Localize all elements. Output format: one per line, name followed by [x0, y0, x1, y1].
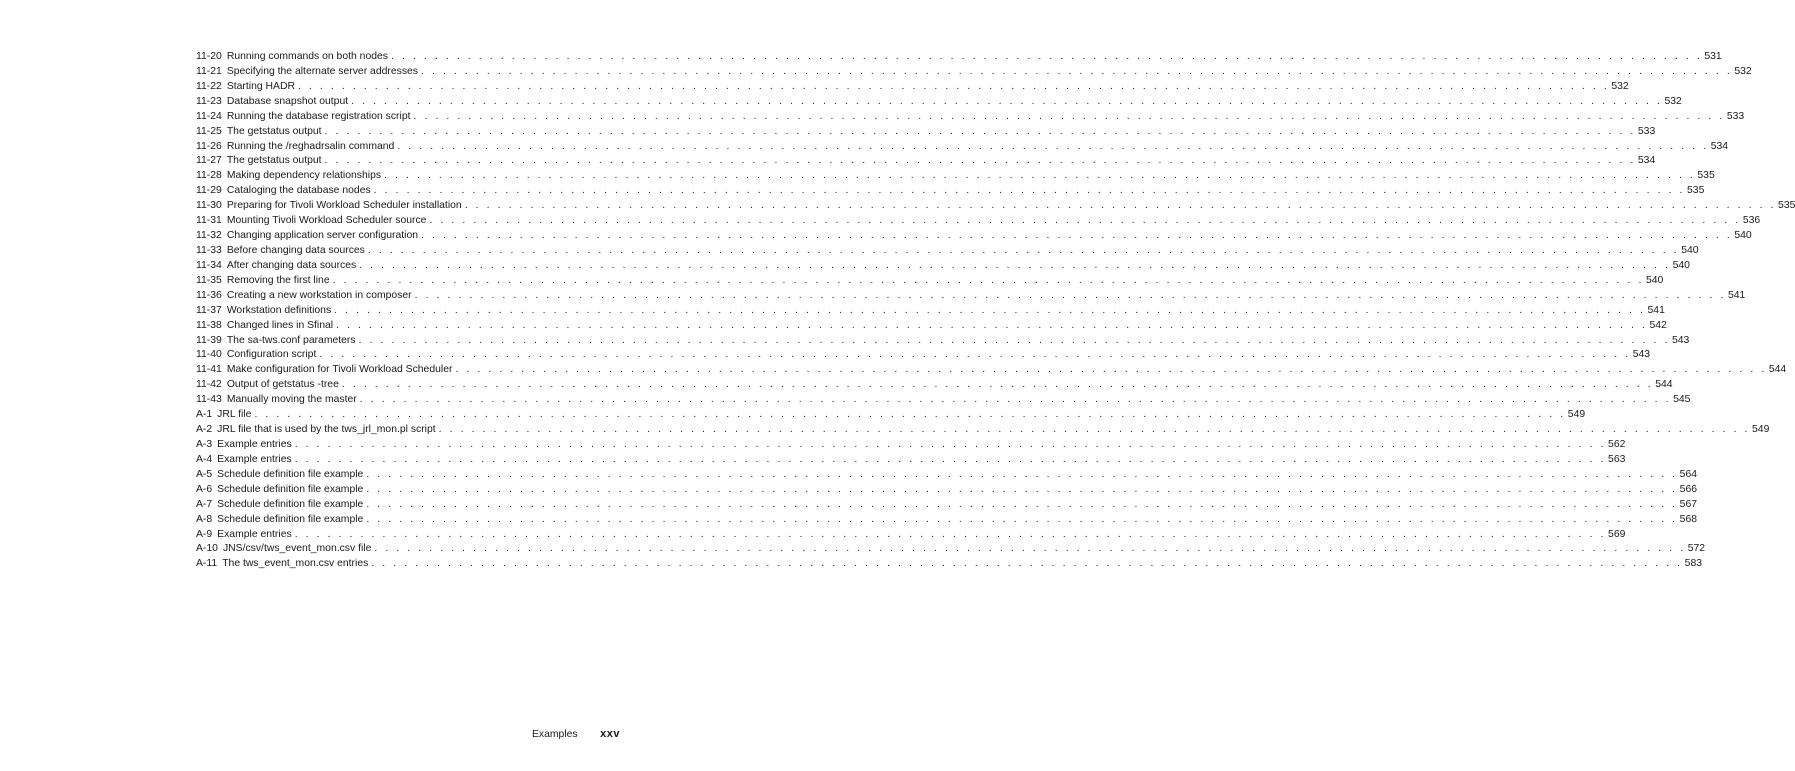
toc-entry-title: Make configuration for Tivoli Workload Scheduler: [226, 364, 453, 376]
toc-entry-page: 533: [1637, 125, 1656, 137]
toc-entry-number: 11-40: [196, 349, 222, 361]
toc-dot-leader: . . . . . . . . . . . . . . . . . . . . . . . . . . . . . . . . . . . . . . . . . . . . . . . . . . . . . . . . . . . . . . . . . . . . . . . . . . . . . . . . . . . . . . . . . . . . . . . . . . . . . . . . . . . . . . . . . . . . . . . .: [397, 140, 1709, 152]
toc-entry-number: A-4: [196, 453, 213, 465]
page-footer: [532, 728, 620, 744]
toc-entry-page: 535: [1778, 200, 1795, 212]
toc-entry[interactable]: [196, 50, 1722, 65]
toc-entry-page: 541: [1647, 304, 1665, 316]
toc-entry-title: The getstatus output: [226, 125, 322, 137]
toc-entry-page: 567: [1679, 498, 1698, 510]
toc-entry-number: 11-33: [196, 244, 222, 256]
toc-entry-number: A-7: [196, 498, 213, 510]
toc-entry[interactable]: [196, 393, 1691, 408]
toc-dot-leader: . . . . . . . . . . . . . . . . . . . . . . . . . . . . . . . . . . . . . . . . . . . . . . . . . . . . . . . . . . . . . . . . . . . . . . . . . . . . . . . . . . . . . . . . . . . . . . . . . . . . . . . . . . . . . . . . . . . . . . . .: [366, 468, 1678, 480]
toc-entry-title: Manually moving the master: [226, 394, 357, 406]
toc-entry-number: A-6: [196, 483, 213, 495]
toc-dot-leader: . . . . . . . . . . . . . . . . . . . . . . . . . . . . . . . . . . . . . . . . . . . . . . . . . . . . . . . . . . . . . . . . . . . . . . . . . . . . . . . . . . . . . . . . . . . . . . . . . . . . . . . . . . . . . . . . . . . . . . . .: [390, 51, 1703, 62]
toc-entry-page: 534: [1710, 140, 1729, 152]
toc-dot-leader: . . . . . . . . . . . . . . . . . . . . . . . . . . . . . . . . . . . . . . . . . . . . . . . . . . . . . . . . . . . . . . . . . . . . . . . . . . . . . . . . . . . . . . . . . . . . . . . . . . . . . . . . . . . . . . . . . . . . . . . .: [374, 543, 1686, 555]
toc-entry-title: Removing the first line: [226, 274, 330, 286]
toc-list: [196, 50, 1795, 572]
toc-entry-page: 566: [1679, 483, 1698, 495]
toc-entry-number: 11-42: [196, 379, 222, 391]
toc-entry-page: 533: [1726, 110, 1745, 122]
toc-dot-leader: . . . . . . . . . . . . . . . . . . . . . . . . . . . . . . . . . . . . . . . . . . . . . . . . . . . . . . . . . . . . . . . . . . . . . . . . . . . . . . . . . . . . . . . . . . . . . . . . . . . . . . . . . . . . . . . . . . . . . . . .: [341, 379, 1654, 391]
toc-dot-leader: . . . . . . . . . . . . . . . . . . . . . . . . . . . . . . . . . . . . . . . . . . . . . . . . . . . . . . . . . . . . . . . . . . . . . . . . . . . . . . . . . . . . . . . . . . . . . . . . . . . . . . . . . . . . . . . . . . . . . . . .: [254, 409, 1566, 421]
toc-entry[interactable]: [196, 304, 1665, 319]
toc-entry-number: 11-21: [196, 65, 222, 77]
toc-entry-page: 535: [1687, 185, 1705, 197]
toc-dot-leader: . . . . . . . . . . . . . . . . . . . . . . . . . . . . . . . . . . . . . . . . . . . . . . . . . . . . . . . . . . . . . . . . . . . . . . . . . . . . . . . . . . . . . . . . . . . . . . . . . . . . . . . . . . . . . . . . . . . . . . . .: [413, 110, 1725, 122]
toc-entry[interactable]: [196, 289, 1746, 304]
toc-entry-title: Schedule definition file example: [217, 468, 364, 480]
toc-entry-title: Example entries: [217, 453, 292, 465]
toc-entry[interactable]: [196, 154, 1656, 169]
toc-entry-number: A-11: [196, 558, 218, 570]
footer-page-number: xxv: [600, 728, 620, 740]
toc-entry[interactable]: [196, 274, 1664, 289]
toc-entry-page: 536: [1742, 215, 1761, 227]
toc-entry-number: 11-22: [196, 80, 222, 92]
toc-entry-title: JNS/csv/tws_event_mon.csv file: [222, 543, 372, 555]
toc-entry-title: Before changing data sources: [226, 244, 365, 256]
toc-entry-page: 562: [1608, 438, 1626, 450]
toc-entry-number: A-8: [196, 513, 213, 525]
toc-dot-leader: . . . . . . . . . . . . . . . . . . . . . . . . . . . . . . . . . . . . . . . . . . . . . . . . . . . . . . . . . . . . . . . . . . . . . . . . . . . . . . . . . . . . . . . . . . . . . . . . . . . . . . . . . . . . . . . . . . . . . . . .: [359, 259, 1671, 271]
toc-entry[interactable]: [196, 319, 1667, 334]
toc-entry[interactable]: [196, 95, 1682, 110]
toc-entry-page: 531: [1704, 51, 1722, 62]
toc-entry[interactable]: [196, 453, 1626, 468]
toc-dot-leader: . . . . . . . . . . . . . . . . . . . . . . . . . . . . . . . . . . . . . . . . . . . . . . . . . . . . . . . . . . . . . . . . . . . . . . . . . . . . . . . . . . . . . . . . . . . . . . . . . . . . . . . . . . . . . . . . . . . . . . . .: [421, 230, 1733, 242]
toc-entry[interactable]: [196, 378, 1673, 393]
toc-entry-number: 11-27: [196, 155, 222, 167]
toc-entry-number: 11-35: [196, 274, 222, 286]
toc-entry-title: The getstatus output: [226, 155, 322, 167]
toc-entry-number: A-10: [196, 543, 218, 555]
toc-entry[interactable]: [196, 259, 1690, 274]
toc-entry-title: Database snapshot output: [226, 95, 349, 107]
toc-entry-page: 549: [1567, 409, 1586, 421]
toc-entry-title: Example entries: [217, 438, 292, 450]
toc-dot-leader: . . . . . . . . . . . . . . . . . . . . . . . . . . . . . . . . . . . . . . . . . . . . . . . . . . . . . . . . . . . . . . . . . . . . . . . . . . . . . . . . . . . . . . . . . . . . . . . . . . . . . . . . . . . . . . . . . . . . . . . .: [414, 289, 1726, 301]
toc-dot-leader: . . . . . . . . . . . . . . . . . . . . . . . . . . . . . . . . . . . . . . . . . . . . . . . . . . . . . . . . . . . . . . . . . . . . . . . . . . . . . . . . . . . . . . . . . . . . . . . . . . . . . . . . . . . . . . . . . . . . . . . .: [332, 274, 1644, 286]
toc-entry-number: 11-36: [196, 289, 222, 301]
toc-entry-title: Running the database registration script: [226, 110, 411, 122]
toc-dot-leader: . . . . . . . . . . . . . . . . . . . . . . . . . . . . . . . . . . . . . . . . . . . . . . . . . . . . . . . . . . . . . . . . . . . . . . . . . . . . . . . . . . . . . . . . . . . . . . . . . . . . . . . . . . . . . . . . . . . . . . . .: [367, 244, 1680, 256]
toc-entry-page: 544: [1655, 379, 1673, 391]
toc-entry-page: 543: [1632, 349, 1651, 361]
toc-dot-leader: . . . . . . . . . . . . . . . . . . . . . . . . . . . . . . . . . . . . . . . . . . . . . . . . . . . . . . . . . . . . . . . . . . . . . . . . . . . . . . . . . . . . . . . . . . . . . . . . . . . . . . . . . . . . . . . . . . . . . . . .: [358, 334, 1670, 346]
toc-dot-leader: . . . . . . . . . . . . . . . . . . . . . . . . . . . . . . . . . . . . . . . . . . . . . . . . . . . . . . . . . . . . . . . . . . . . . . . . . . . . . . . . . . . . . . . . . . . . . . . . . . . . . . . . . . . . . . . . . . . . . . . .: [366, 498, 1678, 510]
toc-entry-number: 11-37: [196, 304, 222, 316]
toc-entry-title: Running the /reghadrsalin command: [226, 140, 395, 152]
toc-entry-page: 572: [1687, 543, 1706, 555]
toc-entry-number: 11-23: [196, 95, 222, 107]
toc-dot-leader: . . . . . . . . . . . . . . . . . . . . . . . . . . . . . . . . . . . . . . . . . . . . . . . . . . . . . . . . . . . . . . . . . . . . . . . . . . . . . . . . . . . . . . . . . . . . . . . . . . . . . . . . . . . . . . . . . . . . . . . .: [319, 349, 1631, 361]
toc-entry-page: 540: [1681, 244, 1699, 256]
toc-entry-title: Changing application server configuration: [226, 230, 419, 242]
toc-entry-title: JRL file that is used by the tws_jrl_mon.pl script: [217, 424, 436, 436]
toc-entry-page: 569: [1608, 528, 1626, 540]
toc-entry[interactable]: [196, 244, 1699, 259]
toc-dot-leader: . . . . . . . . . . . . . . . . . . . . . . . . . . . . . . . . . . . . . . . . . . . . . . . . . . . . . . . . . . . . . . . . . . . . . . . . . . . . . . . . . . . . . . . . . . . . . . . . . . . . . . . . . . . . . . . . . . . . . . . .: [334, 304, 1646, 316]
toc-entry-page: 568: [1679, 513, 1698, 525]
toc-entry[interactable]: [196, 363, 1787, 378]
toc-entry-title: Mounting Tivoli Workload Scheduler source: [226, 215, 427, 227]
toc-entry-page: 549: [1752, 424, 1770, 436]
toc-dot-leader: . . . . . . . . . . . . . . . . . . . . . . . . . . . . . . . . . . . . . . . . . . . . . . . . . . . . . . . . . . . . . . . . . . . . . . . . . . . . . . . . . . . . . . . . . . . . . . . . . . . . . . . . . . . . . . . . . . . . . . . .: [336, 319, 1648, 331]
toc-entry[interactable]: [196, 125, 1656, 140]
toc-entry-title: Example entries: [217, 528, 292, 540]
toc-entry[interactable]: [196, 557, 1703, 572]
toc-entry-number: 11-24: [196, 110, 222, 122]
toc-entry[interactable]: [196, 528, 1626, 543]
toc-entry-page: 544: [1768, 364, 1787, 376]
toc-entry-number: A-2: [196, 424, 213, 436]
toc-entry-title: Running commands on both nodes: [226, 51, 388, 62]
toc-entry-title: The sa-tws.conf parameters: [226, 334, 356, 346]
toc-entry-number: 11-29: [196, 185, 222, 197]
toc-entry-number: A-1: [196, 409, 213, 421]
toc-dot-leader: . . . . . . . . . . . . . . . . . . . . . . . . . . . . . . . . . . . . . . . . . . . . . . . . . . . . . . . . . . . . . . . . . . . . . . . . . . . . . . . . . . . . . . . . . . . . . . . . . . . . . . . . . . . . . . . . . . . . . . . .: [359, 394, 1672, 406]
toc-entry[interactable]: [196, 199, 1795, 214]
toc-dot-leader: . . . . . . . . . . . . . . . . . . . . . . . . . . . . . . . . . . . . . . . . . . . . . . . . . . . . . . . . . . . . . . . . . . . . . . . . . . . . . . . . . . . . . . . . . . . . . . . . . . . . . . . . . . . . . . . . . . . . . . . .: [351, 95, 1663, 107]
toc-entry-page: 564: [1679, 468, 1698, 480]
toc-entry-title: Preparing for Tivoli Workload Scheduler installation: [226, 200, 462, 212]
toc-entry-page: 540: [1645, 274, 1664, 286]
toc-entry-number: 11-26: [196, 140, 222, 152]
toc-entry-number: 11-41: [196, 364, 222, 376]
toc-entry-page: 545: [1673, 394, 1691, 406]
toc-dot-leader: . . . . . . . . . . . . . . . . . . . . . . . . . . . . . . . . . . . . . . . . . . . . . . . . . . . . . . . . . . . . . . . . . . . . . . . . . . . . . . . . . . . . . . . . . . . . . . . . . . . . . . . . . . . . . . . . . . . . . . . .: [464, 200, 1777, 212]
toc-entry-page: 532: [1664, 95, 1682, 107]
toc-entry-page: 532: [1734, 65, 1752, 77]
toc-entry-title: Workstation definitions: [226, 304, 332, 316]
toc-dot-leader: . . . . . . . . . . . . . . . . . . . . . . . . . . . . . . . . . . . . . . . . . . . . . . . . . . . . . . . . . . . . . . . . . . . . . . . . . . . . . . . . . . . . . . . . . . . . . . . . . . . . . . . . . . . . . . . . . . . . . . . .: [366, 513, 1678, 525]
toc-entry-title: Schedule definition file example: [217, 498, 364, 510]
toc-dot-leader: . . . . . . . . . . . . . . . . . . . . . . . . . . . . . . . . . . . . . . . . . . . . . . . . . . . . . . . . . . . . . . . . . . . . . . . . . . . . . . . . . . . . . . . . . . . . . . . . . . . . . . . . . . . . . . . . . . . . . . . .: [324, 155, 1636, 167]
toc-entry[interactable]: [196, 438, 1626, 453]
toc-entry-title: Schedule definition file example: [217, 513, 364, 525]
toc-entry[interactable]: [196, 468, 1698, 483]
toc-dot-leader: . . . . . . . . . . . . . . . . . . . . . . . . . . . . . . . . . . . . . . . . . . . . . . . . . . . . . . . . . . . . . . . . . . . . . . . . . . . . . . . . . . . . . . . . . . . . . . . . . . . . . . . . . . . . . . . . . . . . . . . .: [429, 215, 1741, 227]
toc-entry-page: 563: [1608, 453, 1626, 465]
toc-entry-number: 11-34: [196, 259, 222, 271]
toc-entry-number: 11-38: [196, 319, 222, 331]
toc-entry[interactable]: [196, 423, 1770, 438]
toc-entry-title: Creating a new workstation in composer: [226, 289, 412, 301]
toc-dot-leader: . . . . . . . . . . . . . . . . . . . . . . . . . . . . . . . . . . . . . . . . . . . . . . . . . . . . . . . . . . . . . . . . . . . . . . . . . . . . . . . . . . . . . . . . . . . . . . . . . . . . . . . . . . . . . . . . . . . . . . . .: [421, 65, 1733, 77]
toc-entry-page: 583: [1684, 558, 1703, 570]
toc-dot-leader: . . . . . . . . . . . . . . . . . . . . . . . . . . . . . . . . . . . . . . . . . . . . . . . . . . . . . . . . . . . . . . . . . . . . . . . . . . . . . . . . . . . . . . . . . . . . . . . . . . . . . . . . . . . . . . . . . . . . . . . .: [384, 170, 1696, 182]
toc-entry[interactable]: [196, 483, 1698, 498]
toc-entry-number: 11-43: [196, 394, 222, 406]
footer-section-label: Examples: [532, 729, 578, 740]
toc-entry[interactable]: [196, 513, 1698, 528]
toc-entry-number: 11-25: [196, 125, 222, 137]
toc-entry[interactable]: [196, 140, 1729, 155]
toc-entry[interactable]: [196, 214, 1761, 229]
toc-entry-title: Changed lines in Sfinal: [226, 319, 334, 331]
toc-entry[interactable]: [196, 334, 1690, 349]
toc-entry-title: After changing data sources: [226, 259, 357, 271]
toc-entry-page: 532: [1611, 80, 1629, 92]
toc-entry[interactable]: [196, 348, 1651, 363]
toc-dot-leader: . . . . . . . . . . . . . . . . . . . . . . . . . . . . . . . . . . . . . . . . . . . . . . . . . . . . . . . . . . . . . . . . . . . . . . . . . . . . . . . . . . . . . . . . . . . . . . . . . . . . . . . . . . . . . . . . . . . . . . . .: [294, 528, 1607, 540]
toc-entry-title: JRL file: [217, 409, 252, 421]
toc-entry-number: A-3: [196, 438, 213, 450]
toc-entry[interactable]: [196, 65, 1752, 80]
toc-entry-page: 540: [1734, 230, 1752, 242]
toc-dot-leader: . . . . . . . . . . . . . . . . . . . . . . . . . . . . . . . . . . . . . . . . . . . . . . . . . . . . . . . . . . . . . . . . . . . . . . . . . . . . . . . . . . . . . . . . . . . . . . . . . . . . . . . . . . . . . . . . . . . . . . . .: [373, 185, 1686, 197]
toc-dot-leader: . . . . . . . . . . . . . . . . . . . . . . . . . . . . . . . . . . . . . . . . . . . . . . . . . . . . . . . . . . . . . . . . . . . . . . . . . . . . . . . . . . . . . . . . . . . . . . . . . . . . . . . . . . . . . . . . . . . . . . . .: [371, 558, 1683, 570]
toc-entry[interactable]: [196, 542, 1706, 557]
toc-entry-number: A-9: [196, 528, 213, 540]
toc-dot-leader: . . . . . . . . . . . . . . . . . . . . . . . . . . . . . . . . . . . . . . . . . . . . . . . . . . . . . . . . . . . . . . . . . . . . . . . . . . . . . . . . . . . . . . . . . . . . . . . . . . . . . . . . . . . . . . . . . . . . . . . .: [294, 438, 1607, 450]
toc-entry-page: 543: [1671, 334, 1690, 346]
toc-entry-title: Specifying the alternate server addresses: [226, 65, 418, 77]
toc-entry-number: 11-31: [196, 215, 222, 227]
toc-entry-title: The tws_event_mon.csv entries: [222, 558, 369, 570]
toc-entry-number: 11-28: [196, 170, 222, 182]
toc-entry[interactable]: [196, 184, 1705, 199]
toc-dot-leader: . . . . . . . . . . . . . . . . . . . . . . . . . . . . . . . . . . . . . . . . . . . . . . . . . . . . . . . . . . . . . . . . . . . . . . . . . . . . . . . . . . . . . . . . . . . . . . . . . . . . . . . . . . . . . . . . . . . . . . . .: [455, 364, 1767, 376]
toc-dot-leader: . . . . . . . . . . . . . . . . . . . . . . . . . . . . . . . . . . . . . . . . . . . . . . . . . . . . . . . . . . . . . . . . . . . . . . . . . . . . . . . . . . . . . . . . . . . . . . . . . . . . . . . . . . . . . . . . . . . . . . . .: [294, 453, 1607, 465]
toc-entry[interactable]: [196, 169, 1715, 184]
toc-dot-leader: . . . . . . . . . . . . . . . . . . . . . . . . . . . . . . . . . . . . . . . . . . . . . . . . . . . . . . . . . . . . . . . . . . . . . . . . . . . . . . . . . . . . . . . . . . . . . . . . . . . . . . . . . . . . . . . . . . . . . . . .: [324, 125, 1636, 137]
toc-entry-title: Configuration script: [226, 349, 317, 361]
toc-dot-leader: . . . . . . . . . . . . . . . . . . . . . . . . . . . . . . . . . . . . . . . . . . . . . . . . . . . . . . . . . . . . . . . . . . . . . . . . . . . . . . . . . . . . . . . . . . . . . . . . . . . . . . . . . . . . . . . . . . . . . . . .: [297, 80, 1610, 92]
toc-entry-page: 542: [1649, 319, 1667, 331]
toc-entry[interactable]: [196, 80, 1629, 95]
toc-entry[interactable]: [196, 498, 1698, 513]
toc-entry[interactable]: [196, 408, 1586, 423]
toc-entry-number: 11-39: [196, 334, 222, 346]
toc-entry-title: Starting HADR: [226, 80, 295, 92]
toc-entry-number: 11-30: [196, 200, 222, 212]
toc-entry-page: 540: [1672, 259, 1690, 271]
toc-entry-title: Cataloging the database nodes: [226, 185, 371, 197]
toc-entry-title: Schedule definition file example: [217, 483, 364, 495]
toc-entry[interactable]: [196, 110, 1745, 125]
toc-dot-leader: . . . . . . . . . . . . . . . . . . . . . . . . . . . . . . . . . . . . . . . . . . . . . . . . . . . . . . . . . . . . . . . . . . . . . . . . . . . . . . . . . . . . . . . . . . . . . . . . . . . . . . . . . . . . . . . . . . . . . . . .: [438, 424, 1751, 436]
toc-entry[interactable]: [196, 229, 1752, 244]
toc-entry-title: Output of getstatus -tree: [226, 379, 339, 391]
toc-entry-number: 11-32: [196, 230, 222, 242]
toc-entry-number: 11-20: [196, 51, 222, 62]
toc-entry-number: A-5: [196, 468, 213, 480]
toc-entry-page: 541: [1727, 289, 1746, 301]
toc-entry-page: 535: [1697, 170, 1715, 182]
toc-entry-title: Making dependency relationships: [226, 170, 382, 182]
toc-entry-page: 534: [1637, 155, 1656, 167]
toc-dot-leader: . . . . . . . . . . . . . . . . . . . . . . . . . . . . . . . . . . . . . . . . . . . . . . . . . . . . . . . . . . . . . . . . . . . . . . . . . . . . . . . . . . . . . . . . . . . . . . . . . . . . . . . . . . . . . . . . . . . . . . . .: [366, 483, 1678, 495]
